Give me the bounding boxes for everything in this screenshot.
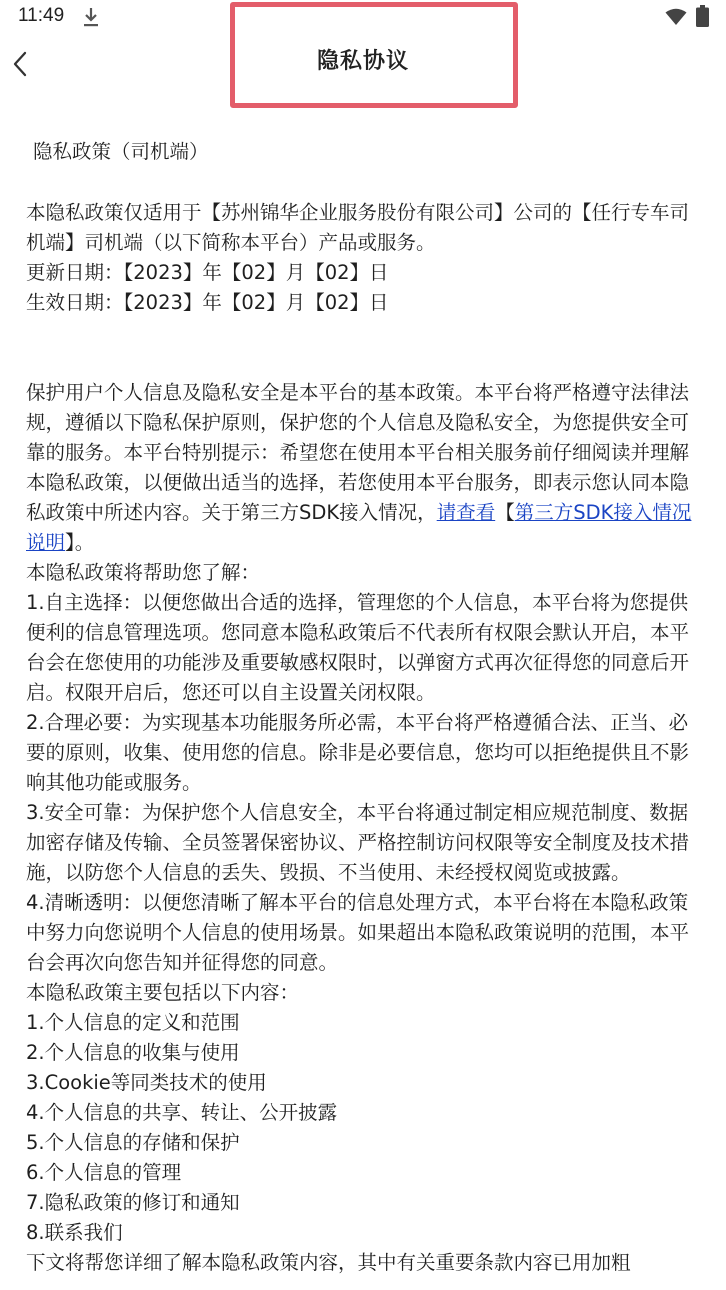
sdk-info-link[interactable]: 第三方SDK接入情况说明 bbox=[26, 501, 692, 554]
principle-item: 2.合理必要：为实现基本功能服务所必需，本平台将严格遵循合法、正当、必要的原则，收集、使用您的信息。除非是必要信息，您均可以拒绝提供且不影响其他功能或服务。 bbox=[26, 711, 690, 794]
principle-item: 1.自主选择：以便您做出合适的选择，管理您的个人信息，本平台将为您提供便利的信息管理选项。您同意本隐私政策后不代表所有权限会默认开启，本平台会在您使用的功能涉及重要敏感权限时，以弹窗方式再次征得您的同意后开启。权限开启后，您还可以自主设置关闭权限。 bbox=[26, 591, 690, 704]
doc-heading: 隐私政策（司机端） bbox=[33, 140, 209, 163]
privacy-policy-content bbox=[26, 137, 706, 1278]
page-title: 隐私协议 bbox=[316, 49, 409, 74]
contents-intro: 本隐私政策主要包括以下内容： bbox=[26, 981, 300, 1004]
contents-item: 5.个人信息的存储和保护 bbox=[26, 1131, 240, 1154]
bracket-open: 【 bbox=[495, 501, 515, 524]
principle-item: 3.安全可靠：为保护您个人信息安全，本平台将通过制定相应规范制度、数据加密存储及传输、全员签署保密协议、严格控制访问权限等安全制度及技术措施，以防您个人信息的丢失、毁损、不当使用、未经授权阅览或披露。 bbox=[26, 801, 690, 884]
status-time: 11:49 bbox=[18, 5, 65, 26]
contents-item: 4.个人信息的共享、转让、公开披露 bbox=[26, 1101, 338, 1124]
policy-text: 保护用户个人信息及隐私安全是本平台的基本政策。本平台将严格遵守法律法规，遵循以下隐私保护原则，保护您的个人信息及隐私安全，为您提供安全可靠的服务。本平台特别提示：希望您在使用本平台相关服务前仔细阅读并理解本隐私政策，以便做出适当的选择，若您使用本平台服务，即表示您认同本隐私政策中所述内容。关于第三方SDK接入情况， bbox=[26, 381, 690, 524]
policy-paragraph bbox=[26, 378, 706, 558]
view-link[interactable]: 请查看 bbox=[436, 501, 496, 524]
tail-paragraph: 下文将帮您详细了解本隐私政策内容，其中有关重要条款内容已用加粗 bbox=[26, 1251, 631, 1274]
contents-item: 2.个人信息的收集与使用 bbox=[26, 1041, 240, 1064]
contents-item: 8.联系我们 bbox=[26, 1221, 123, 1244]
effective-date: 生效日期：【2023】年【02】月【02】日 bbox=[26, 291, 389, 314]
navigation-bar bbox=[0, 34, 726, 112]
battery-icon bbox=[696, 5, 709, 27]
updated-date: 更新日期：【2023】年【02】月【02】日 bbox=[26, 261, 389, 284]
contents-item: 7.隐私政策的修订和通知 bbox=[26, 1191, 240, 1214]
contents-item: 1.个人信息的定义和范围 bbox=[26, 1011, 240, 1034]
contents-item: 6.个人信息的管理 bbox=[26, 1161, 182, 1184]
contents-item: 3.Cookie等同类技术的使用 bbox=[26, 1071, 267, 1094]
download-icon bbox=[82, 6, 100, 28]
bracket-close: 】。 bbox=[65, 531, 95, 554]
wifi-icon bbox=[665, 8, 687, 26]
help-intro: 本隐私政策将帮助您了解： bbox=[26, 561, 261, 584]
intro-paragraph: 本隐私政策仅适用于【苏州锦华企业服务股份有限公司】公司的【任行专车司机端】司机端（以下简称本平台）产品或服务。 bbox=[26, 201, 690, 254]
principle-item: 4.清晰透明：以便您清晰了解本平台的信息处理方式，本平台将在本隐私政策中努力向您说明个人信息的使用场景。如果超出本隐私政策说明的范围，本平台会再次向您告知并征得您的同意。 bbox=[26, 891, 690, 974]
